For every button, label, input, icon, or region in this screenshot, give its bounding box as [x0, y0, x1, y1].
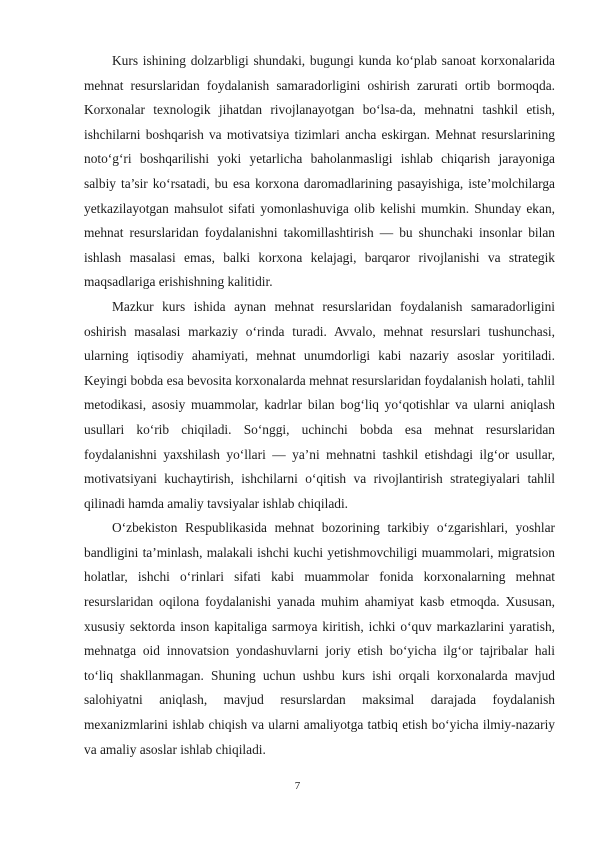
- document-body: [84, 49, 555, 762]
- paragraph-context: O‘zbekiston Respublikasida mehnat bozorining tarkibiy o‘zgarishlari, yoshlar bandligini ta’minlash, malakali ishchi kuchi yetishmovchiligi muammolari, migratsion holatlar, ishchi o‘rinlari sifati kabi muammolar fonida korxonalarning mehnat resurslaridan oqilona foydalanishi yanada muhim ahamiyat kasb etmoqda. Xususan, xususiy sektorda inson kapitaliga sarmoya kiritish, ichki o‘quv markazlarini yaratish, mehnatga oid innovatsion yondashuvlarni joriy etish bo‘yicha ilg‘or tajribalar hali to‘liq shakllanmagan. Shuning uchun ushbu kurs ishi orqali korxonalarda mavjud salohiyatni aniqlash, mavjud resurslardan maksimal darajada foydalanish mexanizmlarini ishlab chiqish va ularni amaliyotga tatbiq etish bo‘yicha ilmiy-nazariy va amaliy asoslar ishlab chiqiladi.: [84, 520, 555, 757]
- paragraph-structure: Mazkur kurs ishida aynan mehnat resurslaridan foydalanish samaradorligini oshirish masalasi markaziy o‘rinda turadi. Avvalo, mehnat resurslari tushunchasi, ularning iqtisodiy ahamiyati, mehnat unumdorligi kabi nazariy asoslar yoritiladi. Keyingi bobda esa bevosita korxonalarda mehnat resurslaridan foydalanish holati, tahlil metodikasi, asosiy muammolar, kadrlar bilan bog‘liq yo‘qotishlar va ularni aniqlash usullari ko‘rib chiqiladi. So‘nggi, uchinchi bobda esa mehnat resurslaridan foydalanishni yaxshilash yo‘llari — ya’ni mehnatni tashkil etishdagi ilg‘or usullar, motivatsiyani kuchaytirish, ishchilarni o‘qitish va rivojlantirish strategiyalari tahlil qilinadi hamda amaliy tavsiyalar ishlab chiqiladi.: [84, 298, 555, 511]
- paragraph-relevance: Kurs ishining dolzarbligi shundaki, bugungi kunda ko‘plab sanoat korxonalarida mehnat resurslaridan foydalanish samaradorligini oshirish zarurati ortib bormoqda. Korxonalar texnologik jihatdan rivojlanayotgan bo‘lsa-da, mehnatni tashkil etish, ishchilarni boshqarish va motivatsiya tizimlari ancha eskirgan. Mehnat resurslarining noto‘g‘ri boshqarilishi yoki yetarlicha baholanmasligi ishlab chiqarish jarayoniga salbiy ta’sir ko‘rsatadi, bu esa korxona daromadlarining pasayishiga, iste’molchilarga yetkazilayotgan mahsulot sifati yomonlashuviga olib kelishi mumkin. Shunday ekan, mehnat resurslaridan foydalanishni takomillashtirish — bu shunchaki insonlar bilan ishlash masalasi emas, balki korxona kelajagi, barqaror rivojlanishi va strategik maqsadlariga erishishning kalitidir.: [84, 53, 555, 290]
- page-number: 7: [294, 780, 301, 792]
